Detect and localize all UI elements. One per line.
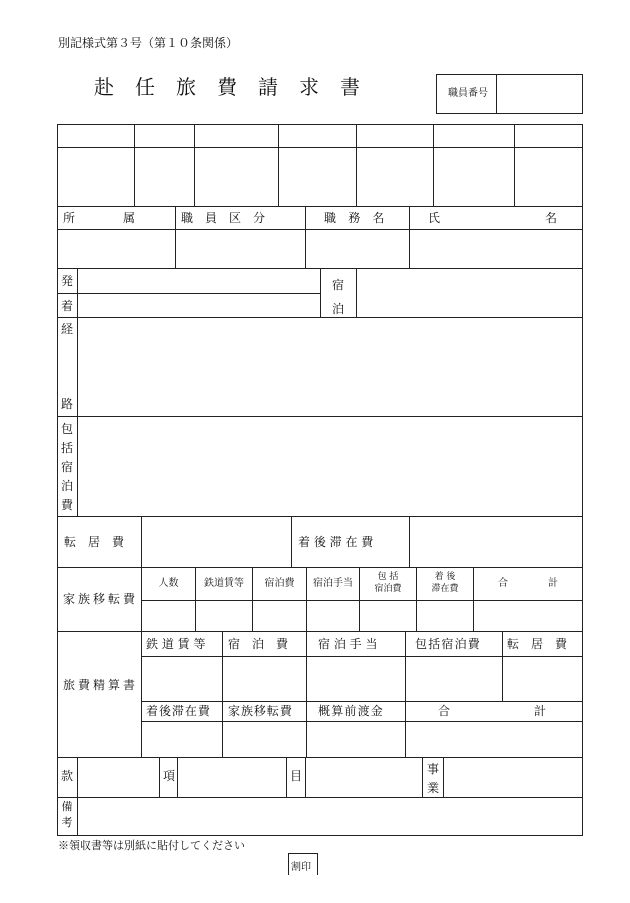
settle-lodging-allowance-label: 宿 泊 手 当 — [318, 637, 378, 651]
remarks-field[interactable] — [78, 798, 582, 835]
settle-total-label: 合 計 — [438, 704, 547, 718]
departure-label: 発 — [61, 274, 74, 288]
settle-lump-lodging-field[interactable] — [406, 657, 501, 700]
family-rail-field[interactable] — [196, 601, 251, 630]
position-field[interactable] — [306, 230, 408, 267]
jigyou-field[interactable] — [444, 758, 582, 796]
settle-total-field[interactable] — [406, 722, 582, 756]
kan-field[interactable] — [78, 758, 158, 796]
family-lodging-field[interactable] — [253, 601, 305, 630]
settle-moving-field[interactable] — [503, 657, 582, 700]
receipt-note: ※領収書等は別紙に貼付してください — [58, 839, 245, 852]
settlement-label: 旅費精算書 — [63, 678, 139, 692]
remarks-label: 備考 — [61, 800, 73, 829]
arrival-field[interactable] — [78, 294, 319, 316]
staff-class-field[interactable] — [176, 230, 304, 267]
moku-field[interactable] — [306, 758, 421, 796]
name-label-right: 名 — [545, 211, 558, 225]
lodging-label: 宿泊 — [331, 278, 344, 316]
stay-label: 着 後 滞 在 費 — [298, 535, 374, 549]
family-col-lump-lodging: 包 括 宿泊費 — [374, 572, 402, 594]
family-col-persons: 人数 — [158, 578, 179, 589]
staff-class-label: 職 員 区 分 — [181, 211, 266, 225]
staff-number-label: 職員番号 — [448, 88, 488, 99]
position-label: 職 務 名 — [324, 211, 389, 225]
family-lump-lodging-field[interactable] — [360, 601, 415, 630]
seal-label: 割印 — [291, 862, 311, 873]
settle-lodging-allowance-field[interactable] — [307, 657, 404, 700]
name-label-left: 氏 — [428, 211, 441, 225]
departure-field[interactable] — [78, 269, 319, 292]
settle-lodging-label: 宿 泊 費 — [228, 637, 289, 651]
moku-label: 目 — [290, 769, 303, 783]
via-label-top: 経 — [61, 322, 74, 336]
settle-advance-label: 概算前渡金 — [318, 704, 385, 718]
via-label-bottom: 路 — [61, 397, 74, 411]
stay-field[interactable] — [410, 517, 582, 566]
family-col-lodging-allowance: 宿泊手当 — [313, 578, 353, 589]
settle-rail-label: 鉄 道 賃 等 — [146, 637, 206, 651]
family-col-lodging: 宿泊費 — [264, 578, 295, 589]
arrival-label: 着 — [61, 299, 74, 313]
kou-field[interactable] — [178, 758, 285, 796]
lump-lodging-label: 包括宿泊費 — [60, 422, 73, 512]
settle-moving-label: 転 居 費 — [507, 637, 568, 651]
settle-rail-field[interactable] — [142, 657, 221, 700]
affiliation-label: 所 属 — [63, 211, 136, 225]
via-field[interactable] — [78, 318, 582, 415]
family-col-total: 合 計 — [498, 578, 558, 589]
form-label: 別記様式第３号（第１０条関係） — [58, 36, 239, 50]
settle-advance-field[interactable] — [307, 722, 404, 756]
kou-label: 項 — [163, 769, 176, 783]
family-lodging-allowance-field[interactable] — [307, 601, 358, 630]
jigyou-label: 事業 — [426, 762, 439, 795]
staff-number-field[interactable] — [498, 75, 582, 113]
lump-lodging-field[interactable] — [78, 417, 582, 515]
family-total-field[interactable] — [474, 601, 582, 630]
settle-family-field[interactable] — [223, 722, 305, 756]
settle-stay-label: 着後滞在費 — [146, 704, 211, 718]
family-stay-field[interactable] — [417, 601, 472, 630]
name-field[interactable] — [410, 230, 582, 267]
family-col-stay: 着 後 滞在費 — [431, 572, 459, 594]
form-title: 赴任旅費請求書 — [94, 75, 381, 99]
moving-field[interactable] — [142, 517, 290, 566]
settle-family-label: 家族移転費 — [228, 704, 293, 718]
settle-stay-field[interactable] — [142, 722, 221, 756]
affiliation-field[interactable] — [58, 230, 174, 267]
settle-lodging-field[interactable] — [223, 657, 305, 700]
kan-label: 款 — [61, 769, 74, 783]
family-relocation-label: 家族移転費 — [63, 592, 139, 606]
settle-lump-lodging-label: 包括宿泊費 — [415, 637, 482, 651]
family-persons-field[interactable] — [142, 601, 194, 630]
lodging-field[interactable] — [357, 269, 582, 316]
moving-label: 転 居 費 — [64, 535, 125, 549]
family-col-rail: 鉄道賃等 — [204, 578, 244, 589]
